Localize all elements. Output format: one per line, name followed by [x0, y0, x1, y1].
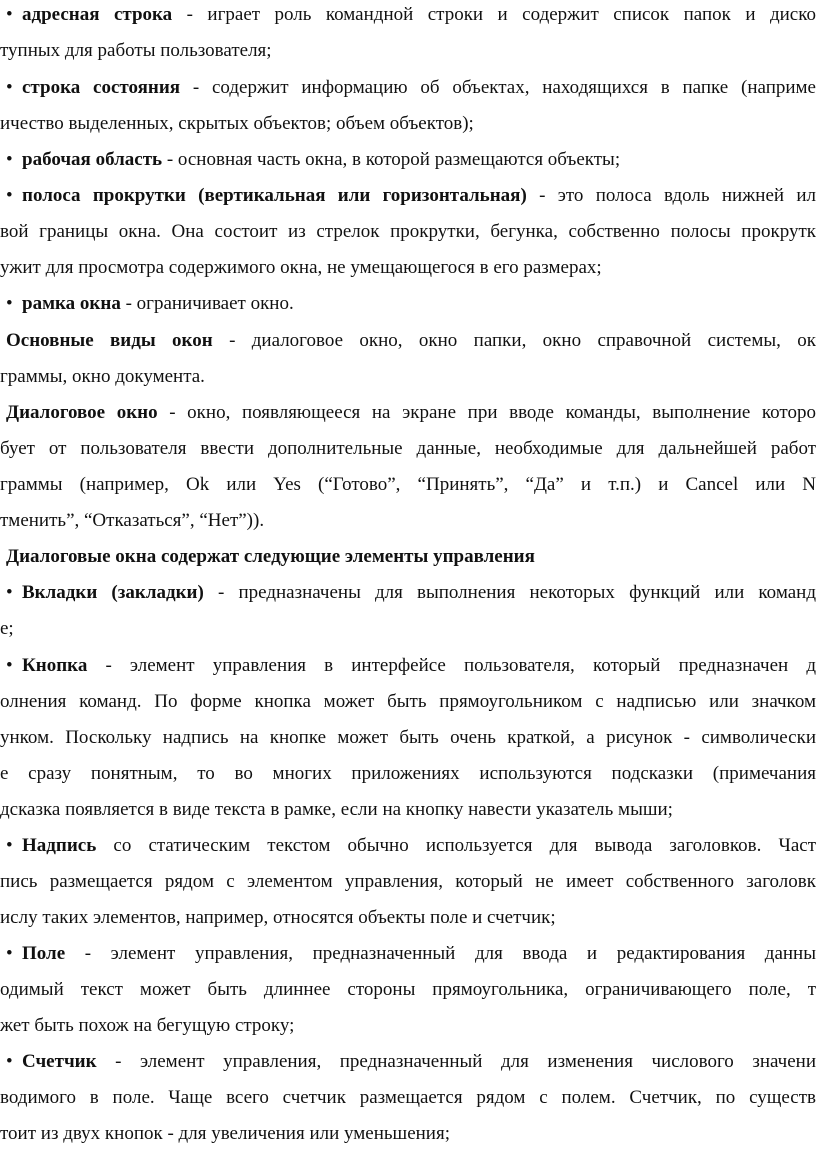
bullet-line	[6, 655, 816, 677]
bullet-line	[6, 77, 816, 99]
paragraph-text: - окно, появляющееся на экране при вводе команды, выполнение которо	[157, 402, 816, 423]
paragraph-line: бует от пользователя ввести дополнительные данные, необходимые для дальнейшей работ	[0, 438, 816, 459]
paragraph-text: - диалоговое окно, окно папки, окно справочной системы, ок	[212, 330, 816, 351]
bullet-line	[6, 4, 816, 26]
paragraph-text: - содержит информацию об объектах, находящихся в папке (наприме	[180, 77, 816, 98]
term-dialog-window: Диалоговое окно	[6, 402, 158, 423]
paragraph-text: - предназначены для выполнения некоторых функций или команд	[203, 582, 816, 603]
term-scrollbar: полоса прокрутки (вертикальная или горизонтальная)	[22, 185, 527, 206]
paragraph-line: тупных для работы пользователя;	[0, 40, 272, 61]
paragraph-line	[6, 402, 816, 424]
bullet-glyph: •	[6, 77, 13, 98]
bullet-glyph: •	[6, 582, 13, 603]
paragraph-text: - основная часть окна, в которой размещаются объекты;	[162, 149, 621, 170]
bullet-glyph: •	[6, 185, 13, 206]
paragraph-line: олнения команд. По форме кнопка может быть прямоугольником с надписью или значком	[0, 691, 816, 712]
paragraph-line: е;	[0, 618, 14, 639]
section-heading: Диалоговые окна содержат следующие элементы управления	[6, 546, 535, 567]
paragraph-line: водимого в поле. Чаще всего счетчик размещается рядом с полем. Счетчик, по существ	[0, 1087, 816, 1108]
paragraph-line: вой границы окна. Она состоит из стрелок прокрутки, бегунка, собственно полосы прокрутк	[0, 221, 816, 242]
bullet-line	[6, 943, 816, 965]
paragraph-text: - элемент управления в интерфейсе пользователя, который предназначен д	[87, 655, 816, 676]
term-window-frame: рамка окна	[22, 293, 121, 314]
bullet-glyph: •	[6, 4, 13, 25]
paragraph-line: тменить”, “Отказаться”, “Нет”)).	[0, 510, 265, 531]
term-tabs: Вкладки (закладки)	[22, 582, 204, 603]
term-spinner: Счетчик	[22, 1051, 97, 1072]
bullet-glyph: •	[6, 655, 13, 676]
bullet-line	[6, 1051, 816, 1073]
paragraph-text: со статическим текстом обычно используется для вывода заголовков. Част	[96, 835, 816, 856]
term-window-types: Основные виды окон	[6, 330, 213, 351]
paragraph-line: ислу таких элементов, например, относятся объекты поле и счетчик;	[0, 907, 556, 928]
paragraph-line: дсказка появляется в виде текста в рамке, если на кнопку навести указатель мыши;	[0, 799, 673, 820]
term-label: Надпись	[22, 835, 97, 856]
bullet-line	[6, 185, 816, 207]
paragraph-line: граммы (например, Ok или Yes (“Готово”, “Принять”, “Да” и т.п.) и Cancel или N	[0, 474, 816, 495]
paragraph-line: унком. Поскольку надпись на кнопке может быть очень краткой, а рисунок - символически	[0, 727, 816, 748]
bullet-line	[6, 293, 294, 315]
bullet-glyph: •	[6, 149, 13, 170]
paragraph-line: ичество выделенных, скрытых объектов; объем объектов);	[0, 113, 474, 134]
paragraph-text: - играет роль командной строки и содержит список папок и диско	[172, 4, 816, 25]
term-button: Кнопка	[22, 655, 88, 676]
bullet-glyph: •	[6, 1051, 13, 1072]
paragraph-text: - это полоса вдоль нижней ил	[526, 185, 816, 206]
bullet-glyph: •	[6, 293, 13, 314]
paragraph-line: ужит для просмотра содержимого окна, не умещающегося в его размерах;	[0, 257, 602, 278]
paragraph-text: - ограничивает окно.	[120, 293, 294, 314]
term-work-area: рабочая область	[22, 149, 163, 170]
paragraph-line: одимый текст может быть длиннее стороны прямоугольника, ограничивающего поле, т	[0, 979, 816, 1000]
term-address-bar: адресная строка	[22, 4, 173, 25]
term-status-bar: строка состояния	[22, 77, 181, 98]
bullet-glyph: •	[6, 835, 13, 856]
term-field: Поле	[22, 943, 66, 964]
paragraph-line: граммы, окно документа.	[0, 366, 205, 387]
paragraph-line: тоит из двух кнопок - для увеличения или уменьшения;	[0, 1123, 450, 1144]
paragraph-line	[6, 330, 816, 352]
bullet-line	[6, 835, 816, 857]
paragraph-line: е сразу понятным, то во многих приложениях используются подсказки (примечания	[0, 763, 816, 784]
paragraph-text: - элемент управления, предназначенный для изменения числового значени	[96, 1051, 816, 1072]
paragraph-text: - элемент управления, предназначенный для ввода и редактирования данны	[65, 943, 816, 964]
bullet-glyph: •	[6, 943, 13, 964]
bullet-line	[6, 149, 620, 171]
bullet-line	[6, 582, 816, 604]
paragraph-line: жет быть похож на бегущую строку;	[0, 1015, 295, 1036]
paragraph-line: пись размещается рядом с элементом управления, который не имеет собственного заголовк	[0, 871, 816, 892]
